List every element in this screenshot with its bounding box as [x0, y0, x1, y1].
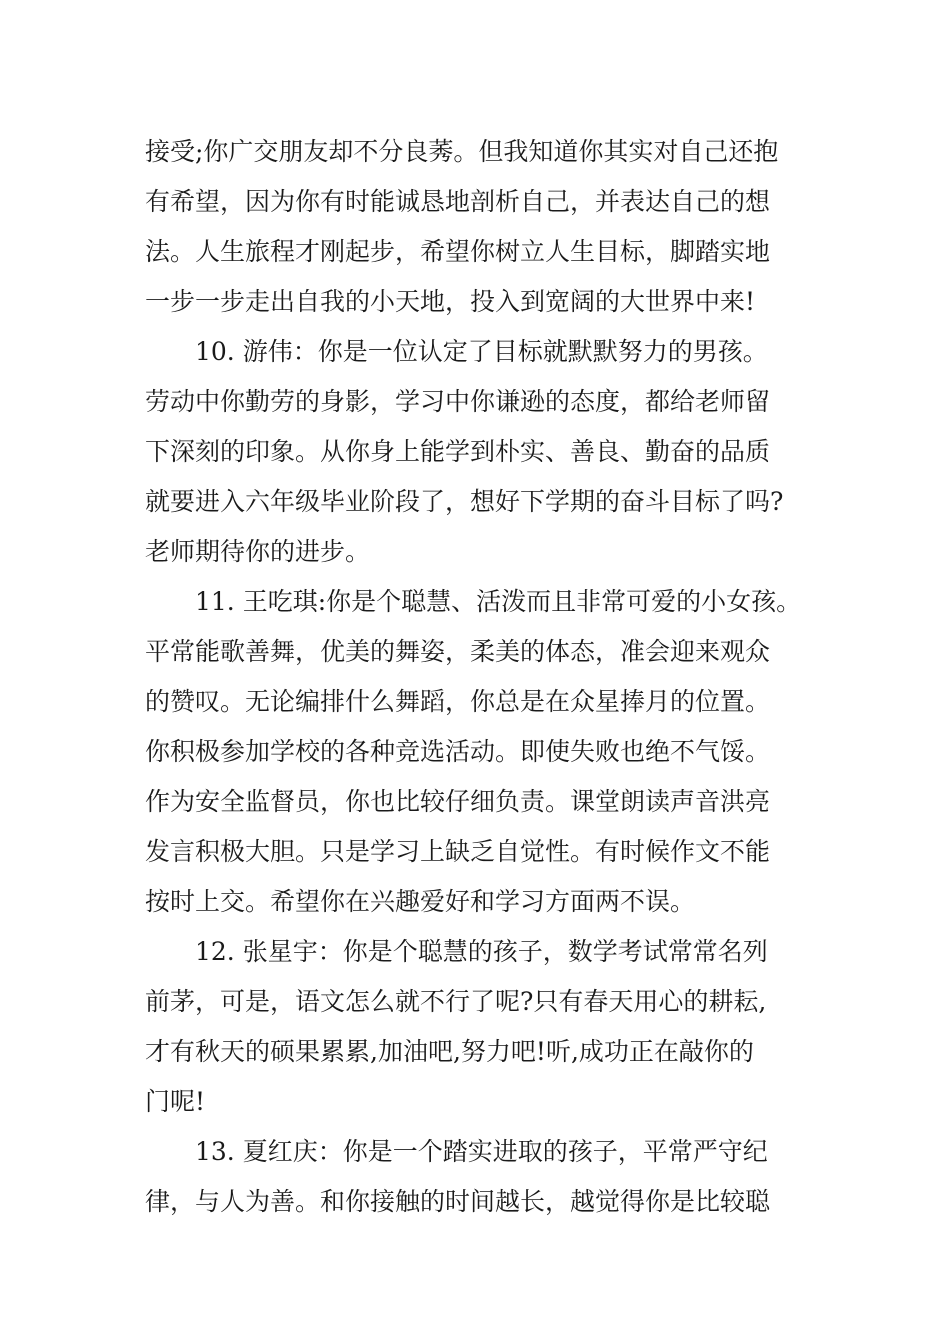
text-line: 法。人生旅程才刚起步，希望你树立人生目标，脚踏实地: [145, 237, 771, 266]
text-line: 你积极参加学校的各种竞选活动。即使失败也绝不气馁。: [145, 737, 771, 766]
paragraph-11-start: 11. 王吃琪:你是个聪慧、活泼而且非常可爱的小女孩。: [195, 587, 802, 616]
text-line: 发言积极大胆。只是学习上缺乏自觉性。有时候作文不能: [145, 837, 771, 866]
text-line: 的赞叹。无论编排什么舞蹈，你总是在众星捧月的位置。: [145, 687, 771, 716]
text-line: 有希望，因为你有时能诚恳地剖析自己，并表达自己的想: [145, 187, 771, 216]
text-line: 才有秋天的硕果累累,加油吧,努力吧!听,成功正在敲你的: [145, 1037, 754, 1066]
text-line: 老师期待你的进步。: [145, 537, 371, 566]
text-line: 门呢!: [145, 1087, 206, 1116]
text-line: 平常能歌善舞，优美的舞姿，柔美的体态，准会迎来观众: [145, 637, 771, 666]
paragraph-10-start: 10. 游伟：你是一位认定了目标就默默努力的男孩。: [195, 337, 768, 366]
text-line: 作为安全监督员，你也比较仔细负责。课堂朗读声音洪亮: [145, 787, 771, 816]
text-line: 接受;你广交朋友却不分良莠。但我知道你其实对自己还抱: [145, 137, 779, 166]
text-line: 劳动中你勤劳的身影，学习中你谦逊的态度，都给老师留: [145, 387, 771, 416]
text-line: 下深刻的印象。从你身上能学到朴实、善良、勤奋的品质: [145, 437, 771, 466]
paragraph-12-start: 12. 张星宇：你是个聪慧的孩子，数学考试常常名列: [195, 937, 768, 966]
document-body: [145, 127, 845, 1227]
text-line: 前茅，可是，语文怎么就不行了呢?只有春天用心的耕耘,: [145, 987, 767, 1016]
text-line: 一步一步走出自我的小天地，投入到宽阔的大世界中来!: [145, 287, 756, 316]
text-line: 按时上交。希望你在兴趣爱好和学习方面两不误。: [145, 887, 696, 916]
text-line: 律，与人为善。和你接触的时间越长，越觉得你是比较聪: [145, 1187, 771, 1216]
paragraph-13-start: 13. 夏红庆：你是一个踏实进取的孩子，平常严守纪: [195, 1137, 768, 1166]
text-line: 就要进入六年级毕业阶段了，想好下学期的奋斗目标了吗?: [145, 487, 784, 516]
